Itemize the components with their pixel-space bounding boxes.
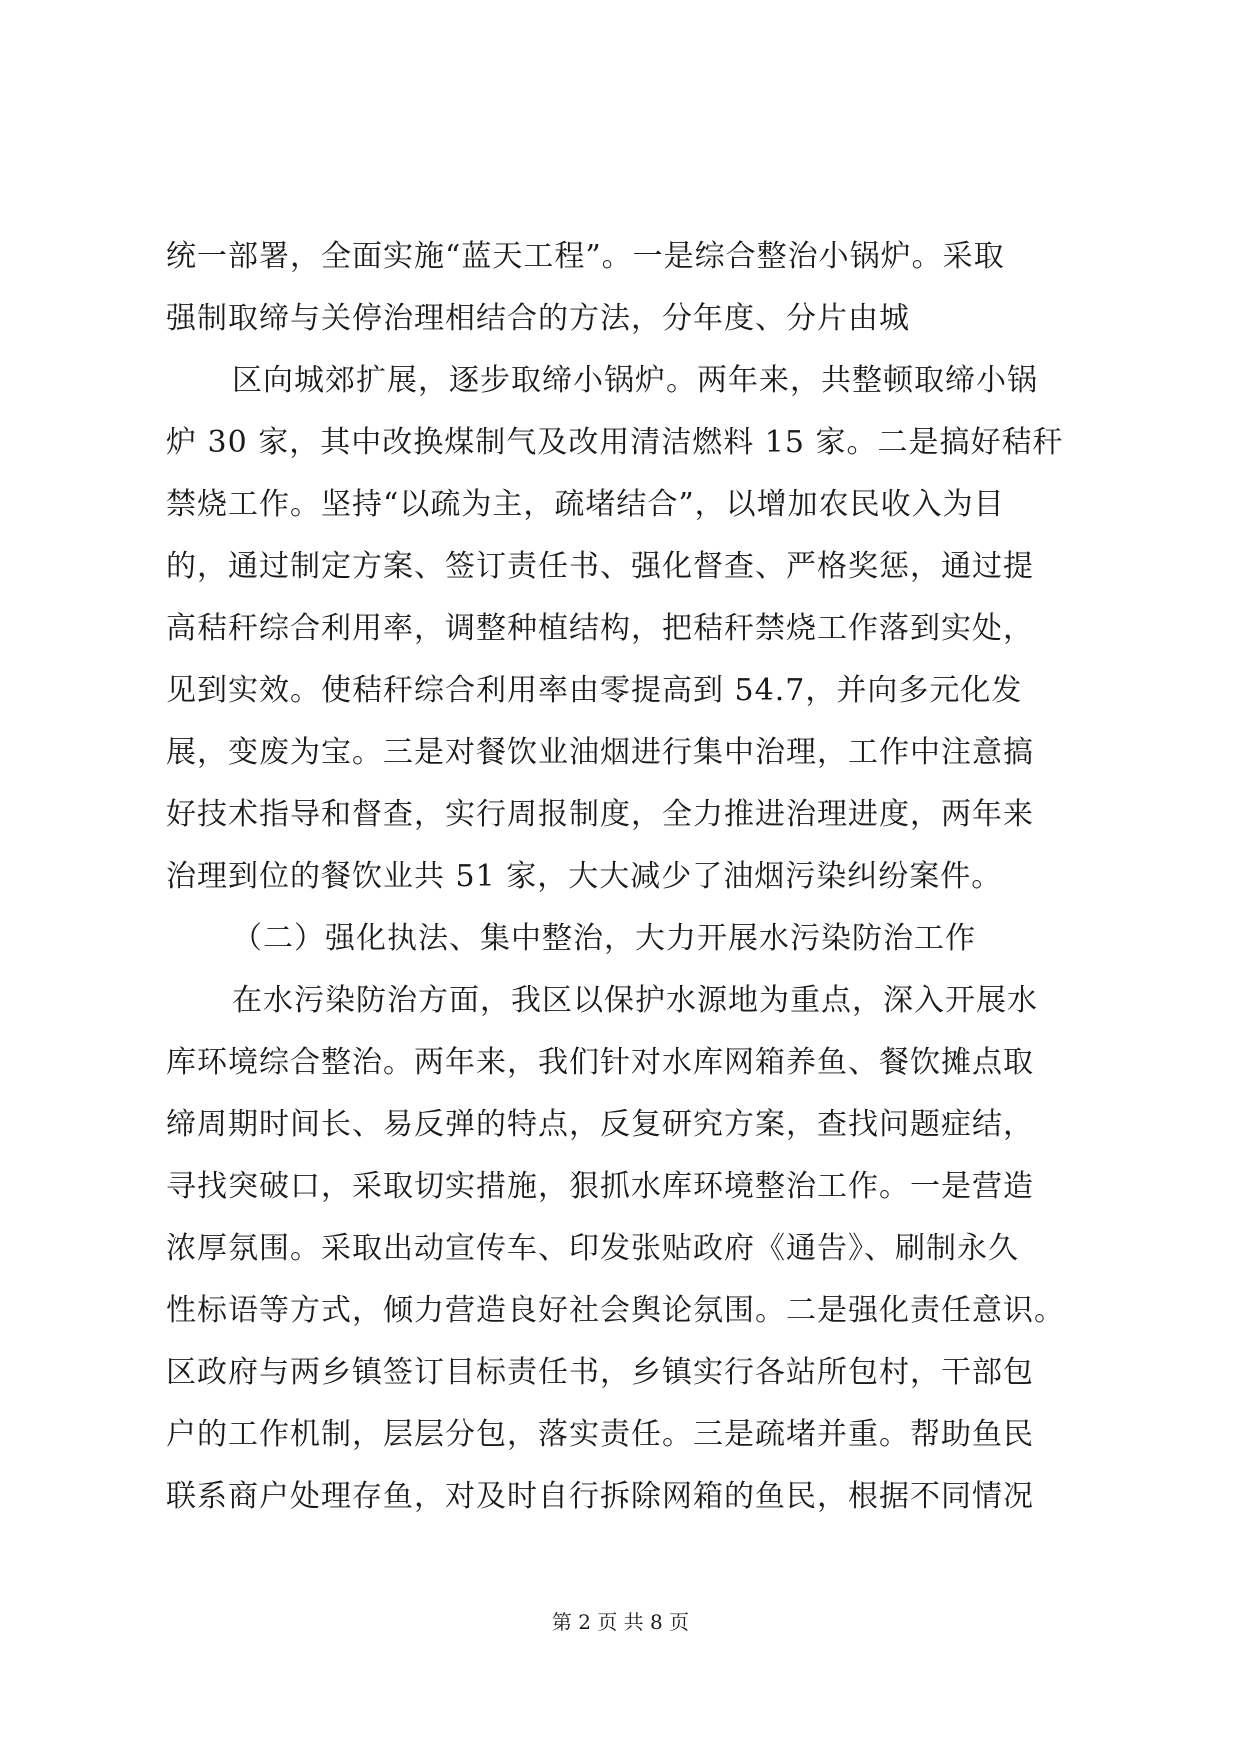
- text-line: 的，通过制定方案、签订责任书、强化督查、严格奖惩，通过提: [166, 549, 1034, 584]
- section-heading: （二）强化执法、集中整治，大力开展水污染防治工作: [232, 921, 976, 956]
- text-line: 缔周期时间长、易反弹的特点，反复研究方案，查找问题症结，: [166, 1107, 1034, 1142]
- text-line: 治理到位的餐饮业共 51 家，大大减少了油烟污染纠纷案件。: [166, 859, 1003, 894]
- text-line: 联系商户处理存鱼，对及时自行拆除网箱的鱼民，根据不同情况: [166, 1479, 1034, 1514]
- text-line: 好技术指导和督查，实行周报制度，全力推进治理进度，两年来: [166, 797, 1034, 832]
- text-line: 见到实效。使秸秆综合利用率由零提高到 54.7，并向多元化发: [166, 673, 1023, 708]
- text-line: 强制取缔与关停治理相结合的方法，分年度、分片由城: [166, 301, 910, 336]
- text-line: 展，变废为宝。三是对餐饮业油烟进行集中治理，工作中注意搞: [166, 735, 1034, 770]
- text-line: 区政府与两乡镇签订目标责任书，乡镇实行各站所包村，干部包: [166, 1355, 1034, 1390]
- text-line: 浓厚氛围。采取出动宣传车、印发张贴政府《通告》、刷制永久: [166, 1231, 1019, 1266]
- text-line: 库环境综合整治。两年来，我们针对水库网箱养鱼、餐饮摊点取: [166, 1045, 1034, 1080]
- paragraph-start-line: 区向城郊扩展，逐步取缔小锅炉。两年来，共整顿取缔小锅: [232, 363, 1038, 398]
- text-line: 户的工作机制，层层分包，落实责任。三是疏堵并重。帮助鱼民: [166, 1417, 1034, 1452]
- text-line: 性标语等方式，倾力营造良好社会舆论氛围。二是强化责任意识。: [166, 1293, 1065, 1328]
- paragraph-start-line: 在水污染防治方面，我区以保护水源地为重点，深入开展水: [232, 983, 1038, 1018]
- text-line: 寻找突破口，采取切实措施，狠抓水库环境整治工作。一是营造: [166, 1169, 1034, 1204]
- text-line: 高秸秆综合利用率，调整种植结构，把秸秆禁烧工作落到实处，: [166, 611, 1034, 646]
- text-line: 炉 30 家，其中改换煤制气及改用清洁燃料 15 家。二是搞好秸秆: [166, 425, 1064, 460]
- body-text: [166, 226, 1084, 1528]
- text-line: 统一部署，全面实施“蓝天工程”。一是综合整治小锅炉。采取: [166, 239, 1005, 274]
- page-number-footer: 第 2 页 共 8 页: [551, 1610, 690, 1634]
- text-line: 禁烧工作。坚持“以疏为主，疏堵结合”，以增加农民收入为目: [166, 487, 1005, 522]
